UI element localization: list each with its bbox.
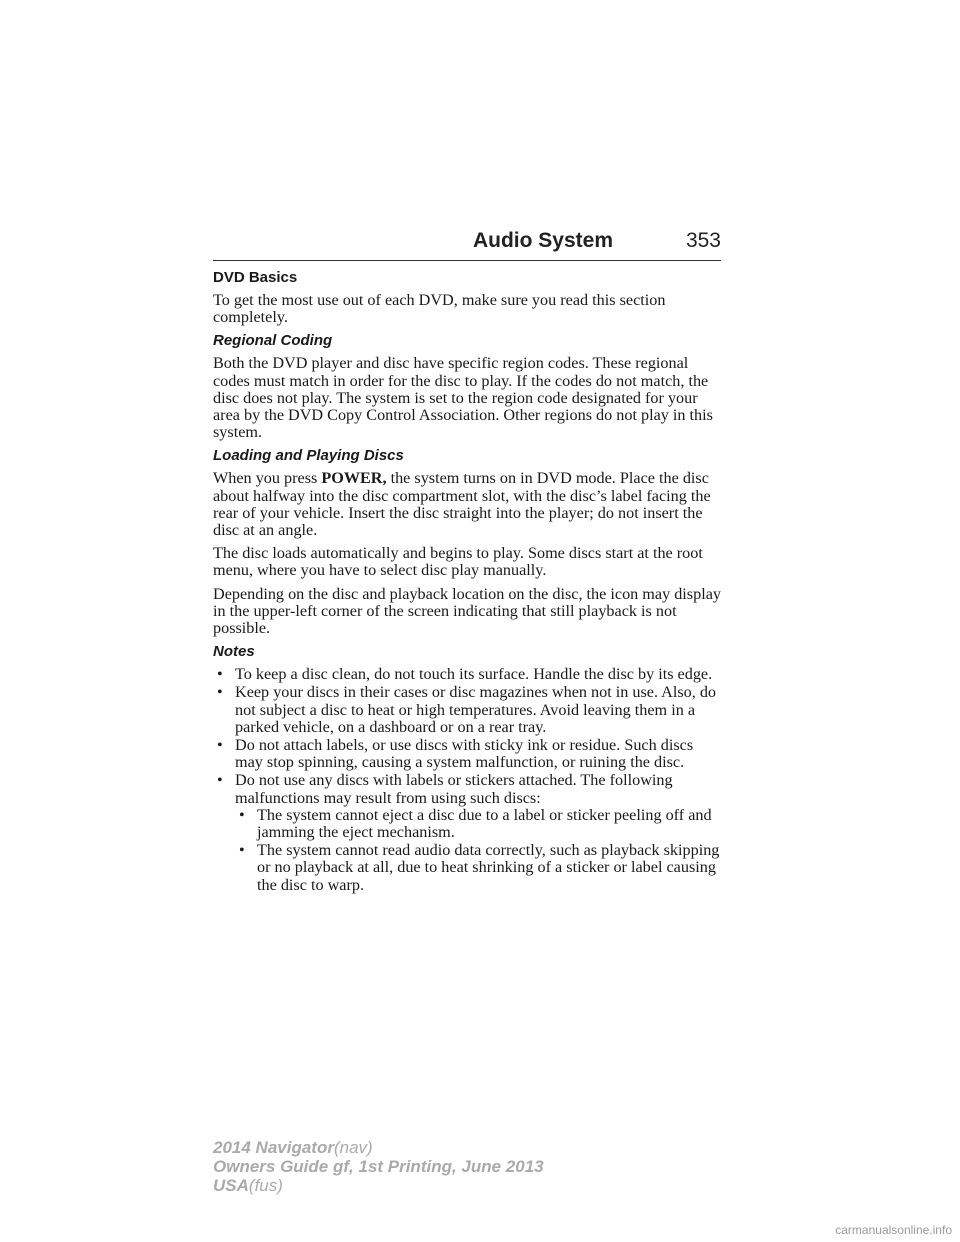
dvd-basics-intro: To get the most use out of each DVD, make sure you read this section completely.	[213, 291, 666, 327]
loading-p1-before: When you press	[213, 469, 322, 488]
bullet-icon: •	[217, 683, 223, 702]
note-text: Do not use any discs with labels or stickers attached. The following malfunctions may result from using such discs:	[235, 771, 673, 807]
notes-heading: Notes	[213, 643, 255, 661]
list-item	[213, 772, 723, 893]
bullet-icon: •	[217, 736, 223, 755]
footer-line-1	[213, 1138, 544, 1157]
note-text: Keep your discs in their cases or disc magazines when not in use. Also, do not subject a disc to heat or high temperatures. Avoid leaving them in a parked vehicle, on a dashboard or on a rear tray.	[235, 683, 717, 736]
page-number: 353	[685, 229, 721, 252]
list-item	[213, 737, 723, 771]
footer-line-2: Owners Guide gf, 1st Printing, June 2013	[213, 1157, 544, 1176]
bullet-icon: •	[217, 665, 223, 684]
footer-line-3	[213, 1176, 544, 1195]
bullet-icon: •	[239, 805, 245, 824]
print-footer	[213, 1138, 544, 1195]
notes-sublist	[235, 807, 723, 894]
list-item	[213, 666, 723, 683]
sub-note-text: The system cannot read audio data correctly, such as playback skipping or no playback at all, due to heat shrinking of a sticker or label causing the disc to warp.	[257, 841, 720, 894]
note-text: To keep a disc clean, do not touch its surface. Handle the disc by its edge.	[235, 665, 713, 684]
page-header	[213, 229, 721, 259]
list-item	[213, 684, 723, 736]
dvd-basics-heading: DVD Basics	[213, 269, 298, 286]
list-item	[235, 807, 723, 841]
section-title: Audio System	[472, 229, 613, 252]
regional-coding-heading: Regional Coding	[213, 332, 333, 350]
loading-p1-after: the system turns on in DVD mode. Place the disc about halfway into the disc compartment slot, with the disc’s label facing the rear of your vehicle. Insert the disc straight into the player; do not insert the disc at an angle.	[213, 469, 711, 540]
sub-note-text: The system cannot eject a disc due to a label or sticker peeling off and jamming the eject mechanism.	[257, 805, 712, 842]
loading-paragraph-1	[213, 470, 723, 539]
loading-heading: Loading and Playing Discs	[213, 447, 404, 465]
loading-paragraph-3: Depending on the disc and playback location on the disc, the icon may display in the upper-left corner of the screen indicating that still playback is not possible.	[213, 584, 721, 638]
power-keyword: POWER,	[321, 469, 387, 488]
bullet-icon: •	[239, 841, 245, 860]
loading-paragraph-2: The disc loads automatically and begins to play. Some discs start at the root menu, where you have to select disc play manually.	[213, 544, 703, 580]
footer-market: USA	[213, 1176, 249, 1195]
bullet-icon: •	[217, 771, 223, 790]
note-text: Do not attach labels, or use discs with sticky ink or residue. Such discs may stop spinning, causing a system malfunction, or ruining the disc.	[235, 736, 694, 772]
footer-model-code: (nav)	[333, 1138, 373, 1157]
regional-coding-body: Both the DVD player and disc have specific region codes. These regional codes must match in order for the disc to play. If the codes do not match, the disc does not play. The system is set to the region code designated for your area by the DVD Copy Control Association. Other regions do not play in this system.	[213, 354, 713, 442]
page-body	[213, 269, 723, 895]
footer-model: 2014 Navigator	[213, 1138, 334, 1157]
list-item	[235, 842, 723, 894]
notes-list	[213, 666, 723, 894]
footer-market-code: (fus)	[248, 1176, 283, 1195]
watermark-link[interactable]: carmanualsonline.info	[835, 1223, 952, 1237]
header-divider	[213, 260, 721, 261]
